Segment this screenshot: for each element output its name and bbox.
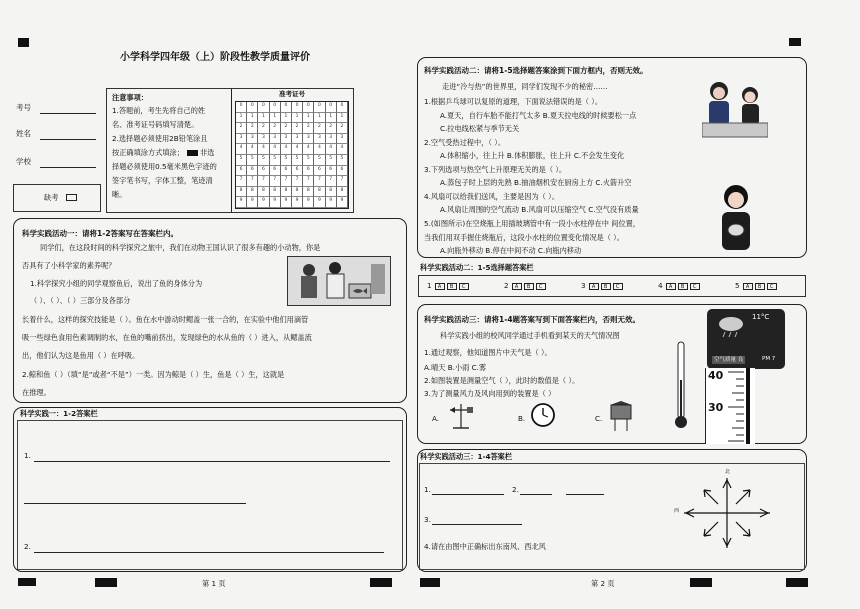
exam-no-bubble[interactable]: 4: [303, 144, 314, 155]
exam-no-bubble[interactable]: 4: [281, 144, 292, 155]
answer2-bubble-c[interactable]: C: [536, 283, 546, 290]
exam-no-bubble[interactable]: 3: [303, 134, 314, 145]
exam-no-bubble[interactable]: 3: [314, 134, 325, 145]
exam-no-bubble[interactable]: 2: [337, 123, 348, 134]
exam-no-bubble[interactable]: 6: [258, 166, 269, 177]
answer2-bubble-a[interactable]: A: [435, 283, 445, 290]
registration-mark: [370, 578, 392, 587]
exam-no-bubble[interactable]: 1: [258, 113, 269, 124]
answer1-line-1b[interactable]: [24, 503, 246, 504]
option-a-label: A.: [432, 414, 440, 423]
exam-no-bubble[interactable]: 8: [247, 187, 258, 198]
answer2-item-number: 3: [581, 281, 586, 290]
activity1-intro: 同学们，在这段时间的科学探究之旅中，我们在动物王国认识了很多有趣的小动物，你是: [40, 243, 321, 252]
exam-no-bubble[interactable]: 6: [270, 166, 281, 177]
answer2-item: [504, 282, 548, 290]
exam-no-bubble[interactable]: 2: [326, 123, 337, 134]
notice-line: 1.答题前，考生先将自己的姓: [112, 106, 206, 115]
activity2-question-line: 1.根据乒乓球可以复原的道理，下面说法错误的是（ ）。: [424, 97, 603, 106]
registration-mark: [18, 38, 29, 47]
exam-no-bubble[interactable]: 3: [236, 134, 247, 145]
exam-no-bubble[interactable]: 1: [292, 113, 303, 124]
exam-no-bubble[interactable]: 9: [270, 197, 281, 208]
exam-no-bubble[interactable]: 7: [314, 176, 325, 187]
exam-no-bubble[interactable]: 5: [292, 155, 303, 166]
exam-no-bubble[interactable]: 4: [292, 144, 303, 155]
exam-no-bubble[interactable]: 9: [337, 197, 348, 208]
phone-time: PM 7: [762, 356, 776, 362]
activity1-header: 科学实践活动一：请将1-2答案写在答案栏内。: [22, 229, 179, 238]
exam-no-bubble[interactable]: 1: [303, 113, 314, 124]
exam-no-bubble[interactable]: 7: [258, 176, 269, 187]
exam-no-bubble[interactable]: 3: [258, 134, 269, 145]
answer3-label-3: 3.: [424, 515, 431, 524]
exam-no-bubble[interactable]: 2: [314, 123, 325, 134]
exam-no-bubble[interactable]: 8: [281, 187, 292, 198]
notice-box: [106, 88, 354, 213]
registration-mark: [690, 578, 712, 587]
children-experiment-illustration: [702, 77, 768, 139]
answer2-bubble-a[interactable]: A: [743, 283, 753, 290]
students-observing-fish-illustration: [287, 256, 391, 306]
answer2-bubble-a[interactable]: A: [589, 283, 599, 290]
exam-no-bubble[interactable]: 1: [247, 113, 258, 124]
answer3-line-1[interactable]: [432, 494, 504, 495]
exam-no-bubble[interactable]: 0: [236, 102, 247, 113]
exam-no-bubble[interactable]: 6: [247, 166, 258, 177]
activity2-question-line: A.体积缩小，往上升 B.体积膨胀，往上升 C.不会发生变化: [440, 151, 625, 160]
exam-no-bubble[interactable]: 0: [281, 102, 292, 113]
answer2-bubble-c[interactable]: C: [613, 283, 623, 290]
exam-no-bubble[interactable]: 0: [270, 102, 281, 113]
girl-holding-flask-illustration: [712, 182, 760, 252]
activity3-question: A.晴天 B.小雨 C.雾: [424, 363, 487, 372]
exam-no-bubble[interactable]: 7: [236, 176, 247, 187]
exam-no-bubble[interactable]: 6: [314, 166, 325, 177]
exam-no-label: 考号: [16, 103, 31, 112]
exam-no-bubble[interactable]: 3: [326, 134, 337, 145]
exam-no-bubble[interactable]: 7: [303, 176, 314, 187]
notice-line: 签字笔书写，字体工整，笔迹清: [112, 176, 213, 185]
exam-no-bubble[interactable]: 6: [303, 166, 314, 177]
answer2-item: [427, 282, 471, 290]
activity3-question: 2.如图装置是测量空气（ ），此时的数值是（ ）。: [424, 376, 580, 385]
exam-no-bubble-grid[interactable]: [235, 101, 349, 209]
exam-no-bubble[interactable]: 2: [281, 123, 292, 134]
activity2-question-line: 当我们用双手握住烧瓶后，这段小水柱的位置变化情况是（ ）。: [424, 233, 624, 242]
notice-divider: [231, 89, 232, 212]
activity2-header: 科学实践活动二：请将1-5选择题答案涂到下面方框内，否则无效。: [424, 66, 648, 75]
exam-no-bubble[interactable]: 3: [247, 134, 258, 145]
exam-no-bubble[interactable]: 7: [247, 176, 258, 187]
answer2-item-number: 2: [504, 281, 509, 290]
school-field[interactable]: [40, 167, 96, 168]
activity2-question-line: 3.下列选项与热空气上升原理无关的是（ ）。: [424, 165, 567, 174]
answer2-item-number: 4: [658, 281, 663, 290]
exam-no-bubble[interactable]: 4: [258, 144, 269, 155]
exam-no-bubble[interactable]: 1: [337, 113, 348, 124]
exam-no-bubble[interactable]: 7: [281, 176, 292, 187]
activity1-intro: 否具有了小科学家的素养呢？: [22, 261, 116, 270]
registration-mark: [420, 578, 440, 587]
exam-no-bubble[interactable]: 4: [270, 144, 281, 155]
exam-no-field[interactable]: [40, 113, 96, 114]
exam-no-bubble[interactable]: 1: [314, 113, 325, 124]
answer2-bubble-c[interactable]: C: [767, 283, 777, 290]
thermo-label-30: 30: [708, 401, 724, 414]
thermometer-icon: [670, 340, 692, 432]
filled-bubble-sample-icon: [187, 150, 198, 156]
cloud-rain-icon: [716, 314, 746, 338]
question-1-text: 长着什么，这样的探究技能是（ ）。鱼在水中游动时鳃盖一张一合的，在实验中他们用滴管: [22, 315, 309, 324]
wind-vane-icon: [447, 400, 475, 430]
page-title: 小学科学四年级（上）阶段性教学质量评价: [120, 52, 310, 63]
exam-no-bubble[interactable]: 1: [270, 113, 281, 124]
name-field[interactable]: [40, 139, 96, 140]
activity2-question-line: A.向瓶外移动 B.停在中间不动 C.向瓶内移动: [440, 246, 582, 255]
answer3-line-2a[interactable]: [520, 494, 552, 495]
exam-no-bubble[interactable]: 9: [247, 197, 258, 208]
exam-no-bubble[interactable]: 9: [292, 197, 303, 208]
answer2-bubble-b[interactable]: B: [678, 283, 688, 290]
exam-no-bubble[interactable]: 0: [292, 102, 303, 113]
exam-no-bubble[interactable]: 5: [303, 155, 314, 166]
exam-no-bubble[interactable]: 6: [326, 166, 337, 177]
exam-no-bubble[interactable]: 0: [326, 102, 337, 113]
answer2-item-number: 5: [735, 281, 740, 290]
clock-icon: [530, 402, 556, 428]
exam-no-bubble[interactable]: 2: [258, 123, 269, 134]
exam-no-bubble[interactable]: 4: [326, 144, 337, 155]
exam-no-bubble[interactable]: 9: [326, 197, 337, 208]
exam-no-bubble[interactable]: 6: [281, 166, 292, 177]
exam-no-bubble[interactable]: 4: [247, 144, 258, 155]
exam-no-bubble[interactable]: 7: [270, 176, 281, 187]
question-1-text: （ ）、（ ）、（ ）三部分及各部分: [30, 296, 131, 305]
exam-no-bubble[interactable]: 4: [236, 144, 247, 155]
exam-no-bubble[interactable]: 0: [314, 102, 325, 113]
answer2-item: [658, 282, 702, 290]
exam-no-bubble[interactable]: 2: [292, 123, 303, 134]
answer1-inner-frame: [17, 420, 403, 570]
answer3-label-1: 1.: [424, 485, 431, 494]
phone-temperature: 11°C: [752, 313, 770, 321]
answer2-bubble-a[interactable]: A: [666, 283, 676, 290]
page2-number: 第 2 页: [591, 579, 615, 588]
notice-line: 晰。: [112, 190, 127, 199]
answer1-line-2[interactable]: [34, 552, 384, 553]
answer1-label-1: 1.: [24, 451, 31, 460]
option-b-label: B.: [518, 414, 526, 423]
activity2-intro: 走进“冷与热”的世界里，同学们发现不少的秘密……: [442, 82, 608, 91]
answer2-item-number: 1: [427, 281, 432, 290]
exam-no-bubble[interactable]: 9: [314, 197, 325, 208]
exam-no-bubble[interactable]: 7: [337, 176, 348, 187]
answer2-item: [581, 282, 625, 290]
answer3-line-2b[interactable]: [566, 494, 604, 495]
activity2-question-line: 4.风扇可以给我们送风，主要是因为（ ）。: [424, 192, 559, 201]
exam-no-bubble[interactable]: 8: [236, 187, 247, 198]
exam-no-bubble[interactable]: 0: [247, 102, 258, 113]
exam-no-bubble[interactable]: 7: [326, 176, 337, 187]
exam-no-bubble[interactable]: 6: [337, 166, 348, 177]
notice-line: 名、准考证号码填写清楚。: [112, 120, 199, 129]
answer3-label-4: 4.请在由图中正确标出东南风、西北风: [424, 542, 546, 551]
registration-mark: [95, 578, 117, 587]
exam-no-bubble[interactable]: 2: [247, 123, 258, 134]
answer2-bubble-c[interactable]: C: [459, 283, 469, 290]
activity2-question-line: A.风扇让周围的空气流动 B.风扇可以压缩空气 C.空气没有质量: [440, 205, 639, 214]
exam-no-bubble[interactable]: 1: [326, 113, 337, 124]
answer2-bubble-a[interactable]: A: [512, 283, 522, 290]
exam-no-bubble[interactable]: 8: [337, 187, 348, 198]
answer1-label-2: 2.: [24, 542, 31, 551]
exam-no-bubble[interactable]: 5: [258, 155, 269, 166]
question-2-text: 2.鲸和鱼（ ）（填“是”或者“不是”）一类。因为鲸是（ ）生，鱼是（ ）生，这就是: [22, 370, 285, 379]
activity2-question-line: 5.(如图所示)在空烧瓶上用插玻璃管中有一段小水柱停在中 间位置，: [424, 219, 641, 228]
rain-gauge-box-icon: [608, 400, 634, 432]
exam-no-bubble[interactable]: 0: [337, 102, 348, 113]
exam-no-bubble[interactable]: 9: [281, 197, 292, 208]
exam-no-bubble[interactable]: 0: [258, 102, 269, 113]
notice-line: 非选: [200, 148, 215, 157]
exam-no-bubble[interactable]: 4: [314, 144, 325, 155]
activity3-question: 1.通过观察，他知道图片中天气是（ ）。: [424, 348, 552, 357]
exam-no-bubble[interactable]: 8: [292, 187, 303, 198]
activity2-question-line: A.夏天，自行车胎不能打气太多 B.夏天拉电线的时候要松一点: [440, 111, 637, 120]
question-2-text: 在推理。: [22, 388, 51, 397]
exam-no-bubble[interactable]: 3: [270, 134, 281, 145]
answer3-line-3[interactable]: [432, 524, 522, 525]
answer2-bubble-b[interactable]: B: [755, 283, 765, 290]
answer2-bubble-b[interactable]: B: [601, 283, 611, 290]
activity3-header: 科学实践活动三：请将1-4题答案写到下面答案栏内，否则无效。: [424, 315, 641, 324]
answer2-bubble-b[interactable]: B: [447, 283, 457, 290]
exam-no-bubble[interactable]: 2: [303, 123, 314, 134]
exam-no-bubble[interactable]: 9: [258, 197, 269, 208]
absent-box: [13, 184, 101, 212]
activity3-question: 3.为了测量风力及风向用到的装置是（ ）: [424, 389, 556, 398]
school-label: 学校: [16, 157, 31, 166]
exam-no-grid-title: 准考证号: [279, 90, 305, 98]
answer2-item: [735, 282, 779, 290]
exam-no-bubble[interactable]: 8: [326, 187, 337, 198]
exam-no-bubble[interactable]: 8: [303, 187, 314, 198]
question-1-text: 出，他们认为这是鱼用（ ）在呼吸。: [22, 351, 140, 360]
compass-north-label: 北: [725, 469, 731, 475]
option-c-label: C.: [595, 414, 603, 423]
activity2-question-line: C.拉电线松紧与季节无关: [440, 124, 520, 133]
exam-no-bubble[interactable]: 1: [281, 113, 292, 124]
exam-no-bubble[interactable]: 8: [258, 187, 269, 198]
answer2-bubble-c[interactable]: C: [690, 283, 700, 290]
absent-label: 缺考: [44, 193, 59, 202]
exam-no-bubble[interactable]: 3: [281, 134, 292, 145]
registration-mark: [789, 38, 801, 46]
registration-mark: [786, 578, 808, 587]
thermo-ticks: [728, 370, 744, 442]
answer1-line-1[interactable]: [34, 461, 390, 462]
exam-no-bubble[interactable]: 3: [292, 134, 303, 145]
activity2-question-line: A.蒸包子时上层的先熟 B.抽油烟机安在厨房上方 C.火箭升空: [440, 178, 632, 187]
exam-no-bubble[interactable]: 5: [270, 155, 281, 166]
exam-no-bubble[interactable]: 6: [236, 166, 247, 177]
activity3-intro: 科学实践小组的校风同学通过手机看到某天的天气情况图: [440, 331, 620, 340]
exam-no-bubble[interactable]: 9: [303, 197, 314, 208]
notice-line: 2.选择题必须使用2B铅笔涂且: [112, 134, 208, 143]
notice-title: 注意事项：: [112, 93, 148, 102]
answer2-header: 科学实践活动二：1-5选择题答案栏: [420, 263, 534, 272]
phone-air-quality: 空气质量 良: [714, 357, 744, 363]
exam-no-bubble[interactable]: 9: [236, 197, 247, 208]
thermo-column: [746, 368, 750, 444]
exam-no-bubble[interactable]: 0: [303, 102, 314, 113]
exam-no-bubble[interactable]: 3: [337, 134, 348, 145]
exam-no-bubble[interactable]: 5: [247, 155, 258, 166]
exam-no-bubble[interactable]: 7: [292, 176, 303, 187]
exam-no-bubble[interactable]: 2: [236, 123, 247, 134]
question-1-text: 1.科学探究小组的同学观察鱼后，说出了鱼的身体分为: [30, 279, 203, 288]
exam-no-bubble[interactable]: 5: [314, 155, 325, 166]
answer3-header: 科学实践活动三：1-4答案栏: [420, 452, 513, 461]
answer1-header: 科学实践一：1-2答案栏: [20, 409, 98, 418]
exam-no-bubble[interactable]: 5: [337, 155, 348, 166]
exam-no-bubble[interactable]: 1: [236, 113, 247, 124]
registration-mark: [18, 578, 36, 586]
answer2-bubble-b[interactable]: B: [524, 283, 534, 290]
exam-no-bubble[interactable]: 5: [236, 155, 247, 166]
name-label: 姓名: [16, 129, 31, 138]
exam-no-bubble[interactable]: 6: [292, 166, 303, 177]
exam-no-bubble[interactable]: 8: [314, 187, 325, 198]
answer3-label-2: 2.: [512, 485, 519, 494]
exam-no-bubble[interactable]: 5: [281, 155, 292, 166]
absent-checkbox[interactable]: [66, 194, 77, 201]
question-1-text: 吸一些绿色食用色素调制的水，在鱼的嘴前挤出，发现绿色的水从鱼的（ ）进入，从鳃盖流: [22, 333, 312, 342]
exam-no-bubble[interactable]: 4: [337, 144, 348, 155]
exam-no-bubble[interactable]: 5: [326, 155, 337, 166]
exam-no-bubble[interactable]: 2: [270, 123, 281, 134]
page1-number: 第 1 页: [202, 579, 226, 588]
activity2-question-line: 2.空气受热过程中，（ ）。: [424, 138, 506, 147]
exam-no-bubble[interactable]: 8: [270, 187, 281, 198]
notice-line: 择题必须使用0.5毫米黑色字迹的: [112, 162, 217, 171]
thermo-label-40: 40: [708, 369, 724, 382]
notice-line: 按正确填涂方式填涂；: [112, 148, 184, 157]
compass-west-label: 西: [674, 508, 680, 514]
compass-rose-diagram[interactable]: [672, 468, 782, 558]
